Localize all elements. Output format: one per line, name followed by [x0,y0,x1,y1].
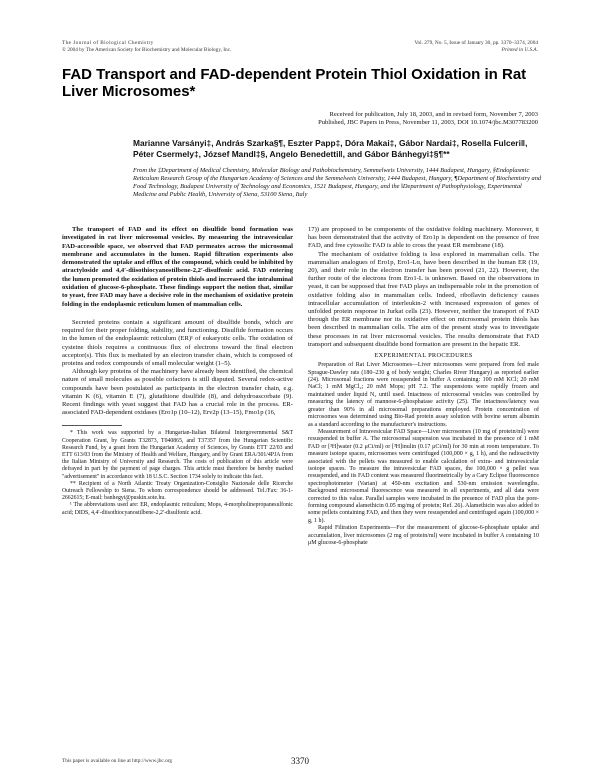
abstract: The transport of FAD and its effect on disulfide bond formation was investigated in rat liver microsomal vesicles. By measuring the intravesicular FAD-accessible space, we observed that FAD permeates across the microsomal membrane and accumulates in the lumen. Rapid filtration experiments also demonstrated the uptake and efflux of the compound, which could be inhibited by atractyloside and 4,4′-diisothiocyanostilbene-2,2′-disulfonic acid. FAD entering the lumen promoted the oxidation of protein thiols and increased the intraluminal oxidation of glucose-6-phosphate. These findings support the notion that, similar to yeast, free FAD may have a decisive role in the mechanism of oxidative protein folding in the endoplasmic reticulum lumen of mammalian cells. [62,226,293,308]
published-date: Published, JBC Papers in Press, November 11, 2003, DOI 10.1074/jbc.M307783200 [318,119,538,126]
journal-name: The Journal of Biological Chemistry [62,40,154,46]
author-list: Marianne Varsányi‡, András Szarka§¶, Eszter Papp‡, Dóra Makai‡, Gábor Nardai‡, Rosella Fulceri‖, Péter Csermely‡, József Mandl‡§, Angelo Benedetti‖, and Gábor Bánhegyi‡§¶** [133,138,528,159]
left-column [62,226,293,517]
paper-title: FAD Transport and FAD-dependent Protein Thiol Oxidation in Rat Liver Microsomes* [62,66,527,100]
intro-paragraph-3: 17)) are proposed to be components of the oxidative folding machinery. Moreover, it has been demonstrated that the activity of Ero1p is dependent on the presence of free FAD, and free cytosolic FAD is able to cross the yeast ER membrane (18). [308,226,539,250]
footer-left: This paper is available on line at http://www.jbc.org [62,758,173,764]
issue-header [414,40,538,53]
copyright-line: © 2004 by The American Society for Biochemistry and Molecular Biology, Inc. [62,46,232,53]
volume-line: Vol. 279, No. 5, Issue of January 30, pp. 3370–3374, 2004 [414,40,538,46]
footnote-correspondence: ** Recipient of a North Atlantic Treaty Organization-Consiglio Nazionale delle Ricerche Outreach Fellowship to Siena. To whom correspondence should be addressed. Tel./Fax: 36-1-2662615; E-mail: banhegyi@puskin.sote.hu. [62,480,293,502]
right-column [308,226,539,547]
footnote-abbreviations: ¹ The abbreviations used are: ER, endoplasmic reticulum; Mops, 4-morpholinepropanesulfonic acid; DIDS, 4,4′-diisothiocyanostilbene-2,2′-disulfonic acid. [62,502,293,516]
intro-paragraph-4: The mechanism of oxidative folding is less explored in mammalian cells. The mammalian analogues of Ero1p, Ero1-Lα, have been described in the human ER (19, 20), and their role in the electron transfer has been proved (21, 22). However, the further route of the electrons from Ero1-L is unknown. Based on the observations in yeast, it can be supposed that free FAD plays an indispensable role in the promotion of oxidative folding also in mammalian cells. Indeed, riboflavin deficiency causes intracellular accumulation of interleukin-2 with increased expression of genes of unfolded protein response in Jurkat cells (23). However, neither the transport of FAD through the ER membrane nor its oxidative effect on microsomal protein thiols has been described in mammalian cells. The aim of the present study was to investigate these processes in rat liver microsomal vesicles. The results demonstrate that FAD transport and subsequent disulfide bond formation are present in the hepatic ER. [308,250,539,348]
intro-paragraph-2: Although key proteins of the machinery have already been identified, the chemical nature of small molecules as possible cofactors is still disputed. Several redox-active compounds have been postulated as participants in the electron transfer chain, e.g. vitamin K (6), vitamin E (7), glutathione disulfide (8), and dehydroascorbate (9). Recent findings with yeast suggest that FAD has a crucial role in the process. ER-associated FAD-dependent oxidases (Ero1p (10–12), Erv2p (13–15), Fmo1p (16, [62,368,293,417]
methods-paragraph-3: Rapid Filtration Experiments—For the measurement of glucose-6-phosphate uptake and accumulation, liver microsomes (2 mg of protein/ml) were incubated in buffer A containing 10 μM glucose-6-phosphate [308,525,539,546]
methods-paragraph-2: Measurement of Intravesicular FAD Space—Liver microsomes (10 mg of protein/ml) were resuspended in buffer A. The microsomal suspension was incubated in the presence of 1 mM FAD or [³H]water (0.2 μCi/ml) or [³H]inulin (0.17 μCi/ml) for 30 min at room temperature. To measure isotope spaces, microsomes were centrifuged (100,000 × g, 1 h), and the radioactivity associated with the pellets was measured to enable calculation of extra- and intravesicular isotope spaces. To measure the intravesicular FAD spaces, the 100,000 × g pellet was resuspended, and its FAD content was measured fluorimetrically by a Cary Eclipse fluorescence spectrophotometer (Varian) at 450-nm excitation and 530-nm emission wavelengths. Background microsomal fluorescence was measured in all experiments, and all data were corrected to this value. Parallel samples were incubated in the presence of FAD plus the pore-forming compound alamethicin 0.05 mg/mg of protein; Ref. 26). Alamethicin was also added to some pellets containing FAD, and then they were resuspended and centrifuged again (100,000 × g, 1 h). [308,428,539,524]
affiliations: From the ‡Department of Medical Chemistry, Molecular Biology and Pathobiochemistry, Semmelweis University, 1444 Budapest, Hungary, §Endoplasmic Reticulum Research Group of the Hungarian Academy of Sciences and the Semmelweis University, 1444 Budapest, Hungary, ¶Department of Biochemistry and Food Technology, Budapest University of Technology and Economics, 1521 Budapest, Hungary, and the ‖Department of Pathophysiology, Experimental Medicine and Public Health, University of Siena, 53100 Siena, Italy [133,167,542,198]
printed-line: Printed in U.S.A. [501,46,538,53]
methods-paragraph-1: Preparation of Rat Liver Microsomes—Liver microsomes were prepared from fed male Sprague-Dawley rats (180–230 g of body weight; Charles River Hungary) as reported earlier (24). Microsomal fractions were resuspended in buffer A containing: 100 mM KCl; 20 mM NaCl; 1 mM MgCl₂; 20 mM Mops; pH 7.2. The suspensions were rapidly frozen and maintained under liquid N₂ until used. Intactness of microsomal vesicles was controlled by measuring the latency of mannose-6-phosphatase activity (25). The intactness/latency was greater than 90% in all microsomal preparations employed. Protein concentration of microsomes was determined using Bio-Rad protein assay solution with bovine serum albumin as a standard according to the manufacturer's instructions. [308,362,539,428]
intro-paragraph-1: Secreted proteins contain a significant amount of disulfide bonds, which are required for their proper folding, stability, and functioning. Disulfide formation occurs in the lumen of the endoplasmic reticulum (ER)¹ of eukaryotic cells. The oxidation of cysteine thiols requires a continuous flux of electrons toward the final electron acceptor(s). This flux is mediated by an electron transfer chain, which is composed of proteins and redox compounds of small molecular weight (1–5). [62,318,293,367]
journal-header [62,40,231,53]
footnote-funding: * This work was supported by a Hungarian-Italian Bilateral Intergovernmental S&T Cooperation Grant, by Grants T32873, T040865, and T37357 from the Hungarian Scientific Research Fund, by a grant from the Hungarian Academy of Sciences, by Grants ETT 22/03 and ETT 613/03 from the Ministry of Health and Welfare, Hungary, and by Grant ERA/301/4PJA from the Italian Ministry of University and Research. The costs of publication of this article were defrayed in part by the payment of page charges. This article must therefore be hereby marked "advertisement" in accordance with 18 U.S.C. Section 1734 solely to indicate this fact. [62,430,293,480]
publication-dates [138,111,538,127]
footnote-divider [62,425,122,426]
section-heading: EXPERIMENTAL PROCEDURES [374,352,473,360]
page-number: 3370 [291,756,309,766]
received-date: Received for publication, July 18, 2003, and in revised form, November 7, 2003 [329,111,538,118]
